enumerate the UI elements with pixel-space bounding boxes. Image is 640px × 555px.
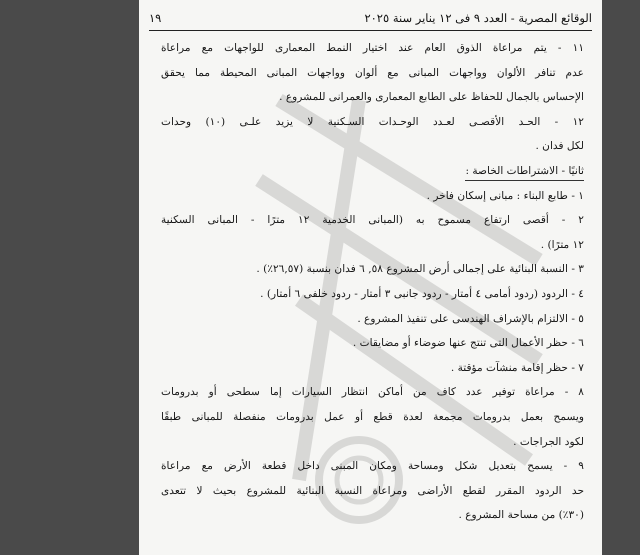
body-line: ٣ - النسبة البنائية على إجمالى أرض المشروع ٥٨, ٦ فدان بنسبة (٢٦,٥٧٪) . xyxy=(256,263,584,276)
document-page xyxy=(139,0,602,555)
section-heading: ثانيًا - الاشتراطات الخاصة : xyxy=(465,162,584,181)
header-divider xyxy=(149,30,592,31)
body-line: ٧ - حظر إقامة منشآت مؤقتة . xyxy=(450,361,584,374)
document-body xyxy=(161,36,584,528)
body-line: ١٢ مترًا) . xyxy=(540,238,584,251)
body-line: ٨ - مراعاة توفير عدد كاف من أماكن انتظار السيارات إما سطحى أو بدرومات xyxy=(161,386,584,399)
section-heading-line xyxy=(161,159,584,184)
body-line: لكل فدان . xyxy=(535,140,584,153)
body-line: ١١ - يتم مراعاة الذوق العام عند اختيار النمط المعمارى للواجهات مع مراعاة xyxy=(161,42,584,54)
body-line: ٦ - حظر الأعمال التى تنتج عنها ضوضاء أو مضايقات . xyxy=(352,337,584,350)
body-line: الإحساس بالجمال للحفاظ على الطابع المعمارى والعمرانى للمشروع . xyxy=(279,91,584,104)
body-line: ٤ - الردود (ردود أمامى ٤ أمتار - ردود جانبى ٣ أمتار - ردود خلفى ٦ أمتار) . xyxy=(260,287,584,300)
body-line: ٢ - أقصى ارتفاع مسموح به (المبانى الخدمية ١٢ مترًا - المبانى السكنية xyxy=(161,214,584,227)
body-line: ويسمح بعمل بدرومات مجمعة لعدة قطع أو عمل بدرومات منفصلة للمبانى طبقًا xyxy=(161,410,584,423)
body-line: لكود الجراجات . xyxy=(513,435,584,448)
body-line: حد الردود المقرر لقطع الأراضى ومراعاة النسبة البنائية للمشروع بحيث لا تتعدى xyxy=(161,484,584,497)
body-line: ٩ - يسمح بتعديل شكل ومساحة ومكان المبنى داخل قطعة الأرض مع مراعاة xyxy=(161,460,584,473)
page-number: ١٩ xyxy=(149,11,162,25)
body-line: عدم تنافر الألوان وواجهات المبانى مع ألوان وواجهات المبانى المحيطة مما يحقق xyxy=(161,66,584,79)
header-title: الوقائع المصرية - العدد ٩ فى ١٢ يناير سنة ٢٠٢٥ xyxy=(364,11,592,25)
body-line: ١٢ - الحـد الأقصـى لعـدد الوحـدات السـكنية لا يزيد علـى (١٠) وحدات xyxy=(161,115,584,128)
body-line: (٣٠٪) من مساحة المشروع . xyxy=(458,509,584,522)
body-line: ٥ - الالتزام بالإشراف الهندسى على تنفيذ المشروع . xyxy=(357,312,584,325)
body-line: ١ - طابع البناء : مبانى إسكان فاخر . xyxy=(426,189,584,202)
page-header xyxy=(149,8,592,28)
